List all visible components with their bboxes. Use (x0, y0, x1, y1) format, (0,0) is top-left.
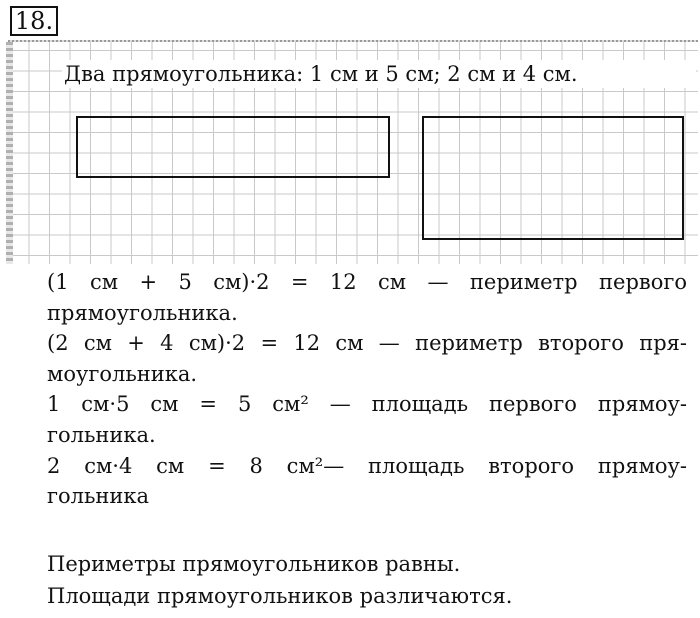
solution-line-3: (2 см + 4 см)·2 = 12 см — периметр второго пря- (47, 331, 687, 356)
conclusion-line-1: Периметры прямоугольников равны. (47, 552, 461, 576)
solution-line-7: 2 см·4 см = 8 см²— площадь второго прямоу- (47, 453, 687, 478)
figure-heading: Два прямоугольника: 1 см и 5 см; 2 см и 4 см. (62, 60, 696, 88)
solution-line-4: моугольника. (47, 361, 198, 386)
solution-line-1: (1 см + 5 см)·2 = 12 см — периметр первого (47, 270, 687, 294)
conclusion-text (47, 548, 687, 612)
grid-paper-left-edge (6, 42, 13, 264)
solution-line-6: гольника. (47, 422, 156, 447)
solution-line-8: гольника (47, 484, 150, 509)
task-number: 18. (10, 6, 58, 36)
first-rectangle (76, 116, 390, 178)
solution-line-5: 1 см·5 см = 5 см² — площадь первого прямоу- (47, 392, 687, 417)
second-rectangle (422, 116, 684, 240)
conclusion-line-2: Площади прямоугольников различаются. (47, 584, 513, 608)
solution-line-2: прямоугольника. (47, 300, 238, 325)
solution-text (47, 267, 687, 512)
